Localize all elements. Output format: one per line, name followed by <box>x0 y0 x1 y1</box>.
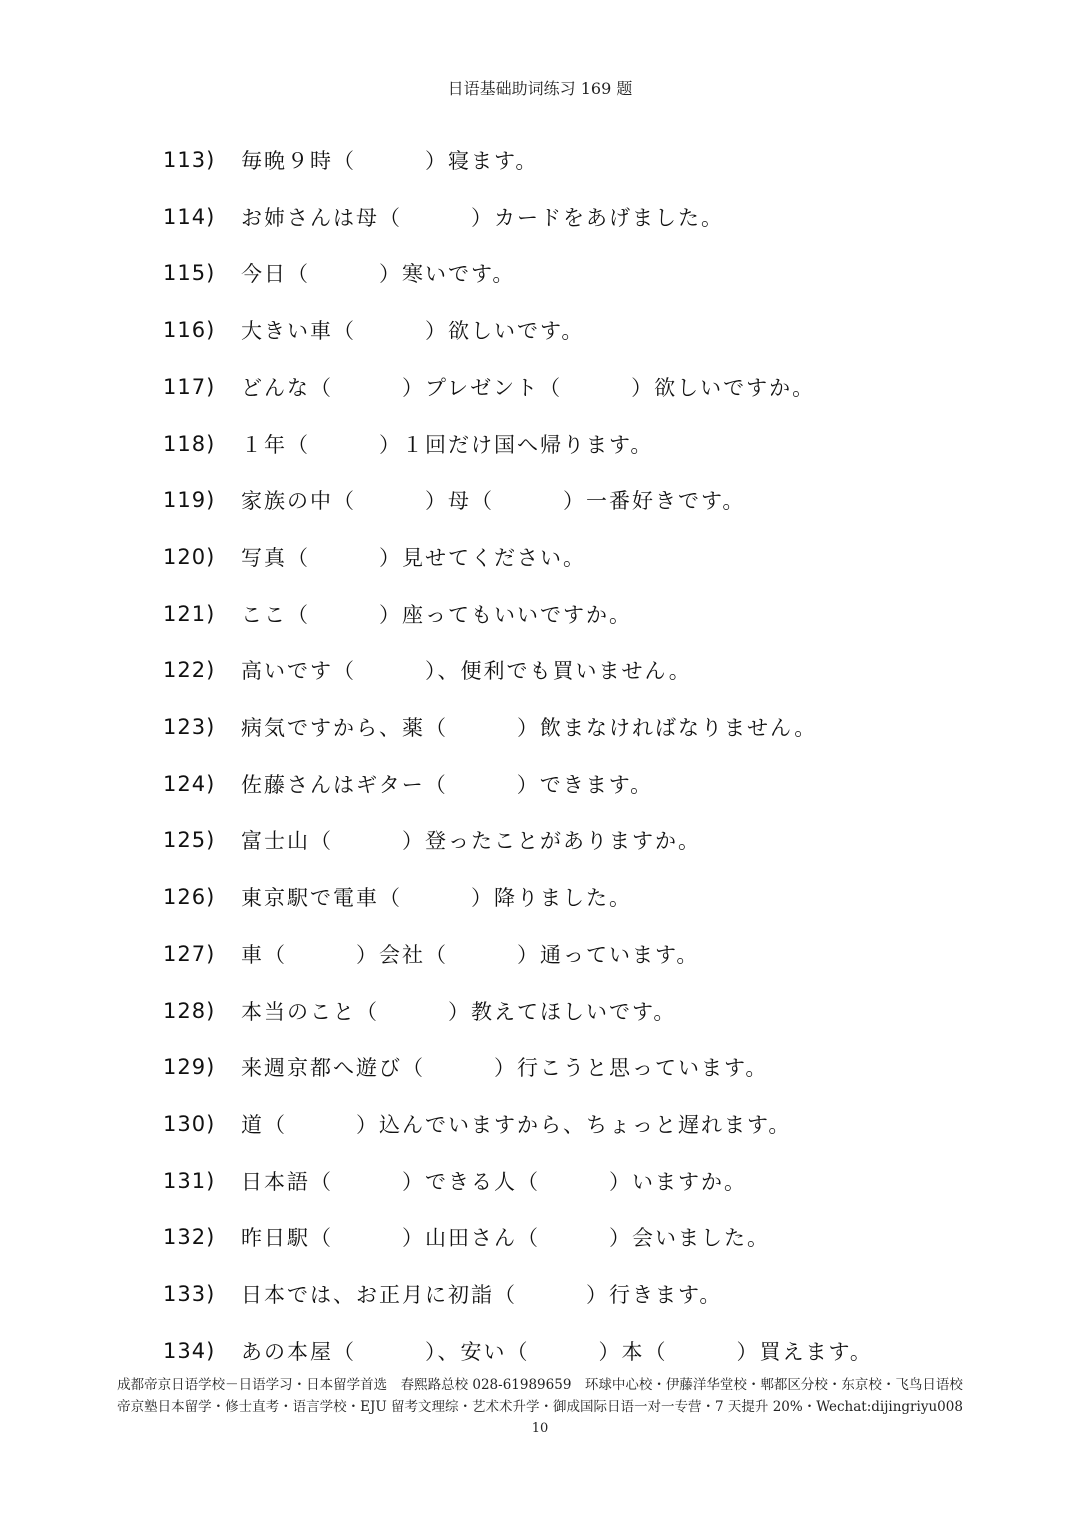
question-row <box>163 1039 768 1095</box>
question-number: 133) <box>163 1282 216 1306</box>
question-number: 120) <box>163 544 216 569</box>
question-row <box>163 812 701 868</box>
question-text: 本当のこと（ ）教えてほしいです。 <box>241 999 677 1024</box>
question-row <box>163 359 815 415</box>
question-text: 日本では、お正月に初詣（ ）行きます。 <box>241 1283 723 1307</box>
question-number: 119) <box>163 488 216 513</box>
question-row <box>163 132 538 188</box>
question-row <box>163 586 632 642</box>
question-text: 佐藤さんはギター（ ）できます。 <box>241 772 654 797</box>
question-number: 128) <box>163 998 216 1023</box>
question-row <box>163 756 653 812</box>
question-text: 今日（ ）寒いです。 <box>241 262 516 287</box>
question-number: 125) <box>163 828 216 853</box>
question-text: 高いです（ ）、便利でも買いません。 <box>241 659 692 684</box>
question-number: 124) <box>163 771 216 796</box>
question-number: 117) <box>163 374 216 399</box>
question-text: 富士山（ ）登ったことがありますか。 <box>241 829 701 854</box>
question-text: 車（ ）会社（ ）通っています。 <box>241 942 700 967</box>
question-text: ここ（ ）座ってもいいですか。 <box>241 602 632 627</box>
footer-line-1: 成都帝京日语学校－日语学习・日本留学首选 春熙路总校 028-61989659 环球中心校・伊藤洋华堂校・郫都区分校・东京校・飞鸟日语校 <box>117 1377 963 1393</box>
question-row <box>163 699 817 755</box>
question-number: 126) <box>163 885 216 910</box>
question-text: 家族の中（ ）母（ ）一番好きです。 <box>241 489 746 514</box>
question-number: 131) <box>163 1168 216 1193</box>
question-number: 114) <box>163 204 216 229</box>
question-text: お姉さんは母（ ）カードをあげました。 <box>241 205 724 230</box>
question-row <box>163 1153 747 1209</box>
question-number: 118) <box>163 431 216 456</box>
question-number: 132) <box>163 1225 216 1250</box>
question-text: あの本屋（ ）、安い（ ）本（ ）買えます。 <box>241 1339 873 1364</box>
question-text: 昨日駅（ ）山田さん（ ）会いました。 <box>241 1226 770 1251</box>
question-row <box>163 869 632 925</box>
question-row <box>163 245 515 301</box>
question-row <box>163 302 584 358</box>
page-footer <box>0 1374 1080 1440</box>
footer-line-2: 帝京塾日本留学・修士直考・语言学校・EJU 留考文理综・艺术术升学・御成国际日语一对一专营・7 天提升 20%・Wechat:dijingriyu008 <box>117 1399 963 1415</box>
question-number: 113) <box>163 148 216 172</box>
question-text: 病気ですから、薬（ ）飲まなければなりません。 <box>241 716 818 740</box>
question-text: 東京駅で電車（ ）降りました。 <box>241 886 632 911</box>
question-row <box>163 472 745 528</box>
question-text: 大きい車（ ）欲しいです。 <box>241 319 585 344</box>
question-text: 来週京都へ遊び（ ）行こうと思っています。 <box>241 1056 769 1081</box>
question-row <box>163 642 692 698</box>
page-title: 日语基础助词练习 169 题 <box>447 79 633 98</box>
question-row <box>163 529 586 585</box>
question-text: 毎晩９時（ ）寝ます。 <box>241 149 539 173</box>
question-row <box>163 1096 791 1152</box>
question-text: 道（ ）込んでいますから、ちょっと遅れます。 <box>241 1112 792 1137</box>
question-number: 121) <box>163 601 216 626</box>
question-number: 129) <box>163 1055 216 1080</box>
question-number: 122) <box>163 658 216 683</box>
question-number: 130) <box>163 1111 216 1136</box>
question-row <box>163 983 676 1039</box>
question-number: 123) <box>163 715 216 739</box>
question-number: 127) <box>163 941 216 966</box>
question-row <box>163 416 653 472</box>
question-text: １年（ ）１回だけ国へ帰ります。 <box>241 432 654 457</box>
question-row <box>163 926 699 982</box>
question-number: 115) <box>163 261 216 286</box>
question-text: 日本語（ ）できる人（ ）いますか。 <box>241 1169 747 1194</box>
question-number: 134) <box>163 1338 216 1363</box>
question-row <box>163 1209 770 1265</box>
question-row <box>163 189 724 245</box>
question-text: どんな（ ）プレゼント（ ）欲しいですか。 <box>241 375 816 400</box>
page-number: 10 <box>531 1421 549 1436</box>
question-row <box>163 1266 722 1322</box>
question-text: 写真（ ）見せてください。 <box>241 545 586 570</box>
question-row <box>163 1323 873 1379</box>
question-number: 116) <box>163 318 216 343</box>
